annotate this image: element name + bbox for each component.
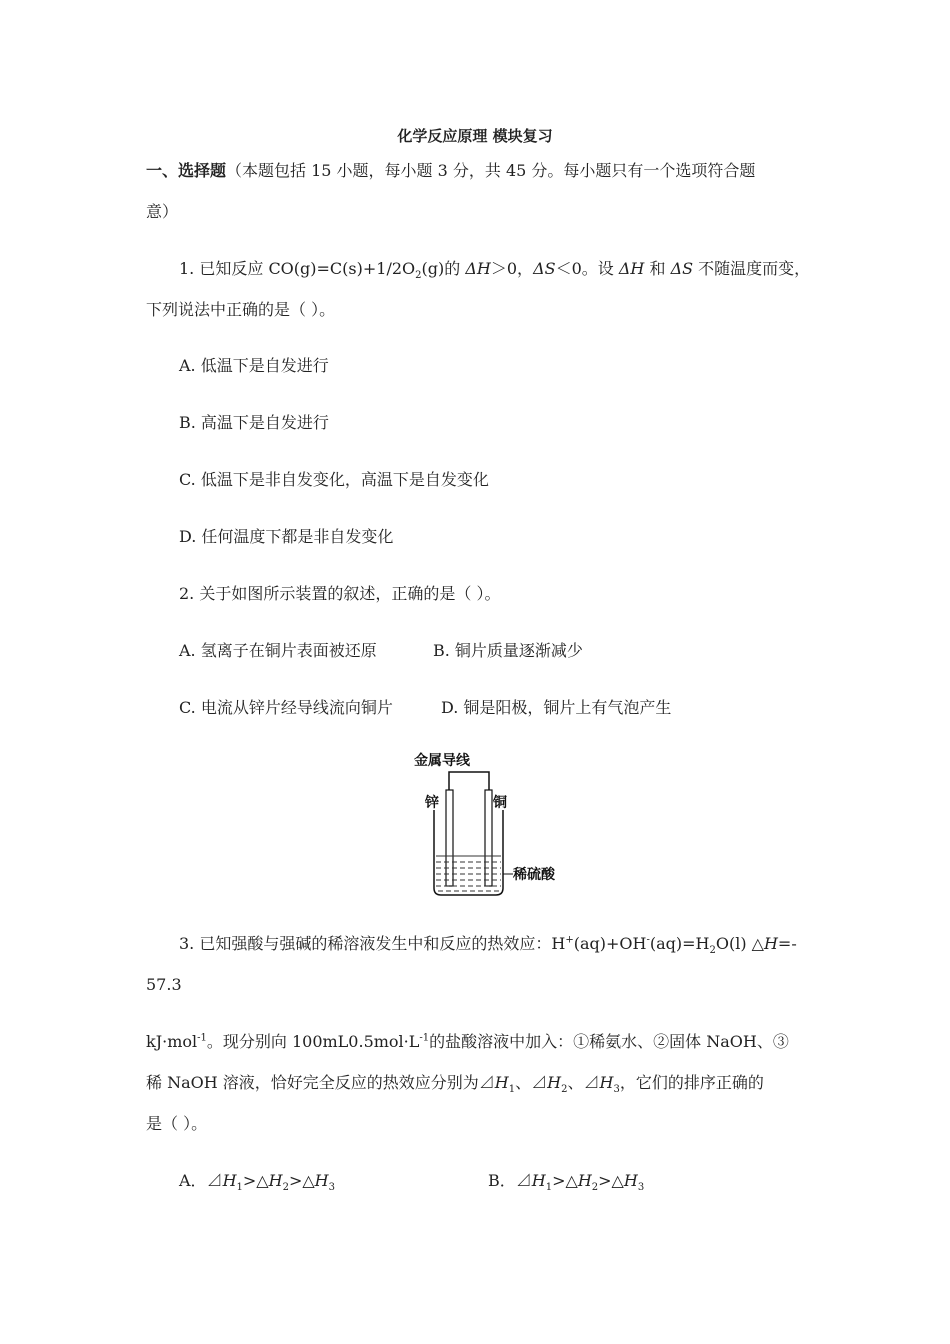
section-intro-line1 <box>146 161 755 181</box>
q1-option-b: B. 高温下是自发进行 <box>179 413 329 432</box>
figure-label-copper: 铜 <box>493 795 507 811</box>
section-heading: 一、选择题 <box>146 161 227 180</box>
figure-label-acid: 稀硫酸 <box>513 867 555 883</box>
zinc-electrode <box>446 790 453 886</box>
galvanic-cell-figure <box>405 748 565 900</box>
section-note: （本题包括 15 小题，每小题 3 分，共 45 分。每小题只有一个选项符合题 <box>226 161 756 180</box>
q1-option-a: A. 低温下是自发进行 <box>179 356 329 375</box>
page-title: 化学反应原理 模块复习 <box>397 127 553 145</box>
q3-stem-line3: kJ·mol$^{-1}$。现分别向 $100mL0.5mol\cdot L^{-1}$的盐酸溶液中加入：①稀氨水、②固体 NaOH、③ <box>146 1032 789 1051</box>
beaker <box>434 810 503 895</box>
q1-option-c: C. 低温下是非自发变化，高温下是自发变化 <box>179 470 489 489</box>
q3-option-a: A．$⊿H_1>\triangle H_2>\triangle H_3$ <box>179 1171 335 1194</box>
q2-option-c: C. 电流从锌片经导线流向铜片 <box>179 698 393 717</box>
q2-option-a: A. 氢离子在铜片表面被还原 <box>179 641 377 660</box>
figure-label-zinc: 锌 <box>425 795 439 811</box>
figure-label-wire: 金属导线 <box>414 753 470 769</box>
q3-stem-line2: 57.3 <box>146 975 182 994</box>
q1-stem-line1: 1. 已知反应 $CO(g)=C(s)+1/2O_2(g)$的 ΔH＞0，ΔS＜0。设 ΔH 和 ΔS 不随温度而变， <box>179 259 811 282</box>
q3-stem-line1: 3. 已知强酸与强碱的稀溶液发生中和反应的热效应：$H^+(aq)+OH^-(aq)=H_2O(l)$ △H=- <box>179 934 797 957</box>
q1-option-d: D. 任何温度下都是非自发变化 <box>179 527 394 546</box>
q1-stem-line2: 下列说法中正确的是（ ）。 <box>146 300 336 319</box>
q2-option-b: B. 铜片质量逐渐减少 <box>433 641 583 660</box>
copper-electrode <box>485 790 492 886</box>
q2-option-d: D. 铜是阳极，铜片上有气泡产生 <box>441 698 672 717</box>
wire-line <box>449 772 489 790</box>
q2-stem: 2. 关于如图所示装置的叙述，正确的是（ ）。 <box>179 584 501 603</box>
q3-option-b: B．$⊿H_1>\triangle H_2>\triangle H_3$ <box>488 1171 645 1194</box>
q3-stem-line4: 稀 NaOH 溶液，恰好完全反应的热效应分别为$⊿H_1$、$⊿H_2$、$⊿H_3$，它们的排序正确的 <box>146 1073 764 1096</box>
q3-stem-line5: 是（ ）。 <box>146 1114 208 1133</box>
section-intro-line2: 意） <box>146 202 179 221</box>
